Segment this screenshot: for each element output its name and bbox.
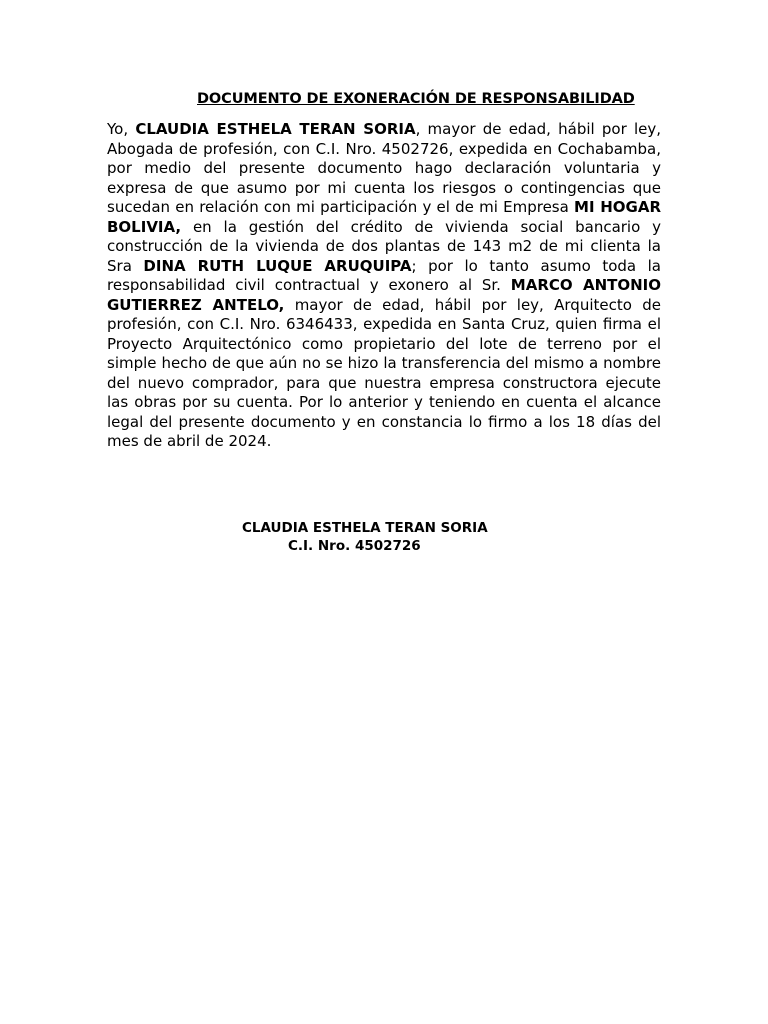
architect-name: MARCO ANTONIO GUTIERREZ ANTELO, <box>107 276 661 314</box>
document-title: DOCUMENTO DE EXONERACIÓN DE RESPONSABILIDAD <box>197 91 635 107</box>
body-text-segment: , mayor de edad, hábil por ley, Abogada de profesión, con C.I. Nro. 4502726, expedida en Cochabamba, por medio del presente documento hago declaración voluntaria y expresa de que asumo por mi cuenta los riesgos o contingencias que sucedan en relación con mi participación y el de mi Empresa <box>107 120 661 216</box>
body-text-segment: mayor de edad, hábil por ley, Arquitecto de profesión, con C.I. Nro. 6346433, expedida en Santa Cruz, quien firma el Proyecto Arquitectónico como propietario del lote de terreno por el simple hecho de que aún no se hizo la transferencia del mismo a nombre del nuevo comprador, para que nuestra empresa constructora ejecute las obras por su cuenta. Por lo anterior y teniendo en cuenta el alcance legal del presente documento y en constancia lo firmo a los 18 días del mes de abril de 2024. <box>107 295 661 450</box>
signature-name: CLAUDIA ESTHELA TERAN SORIA <box>242 520 488 536</box>
signature-ci: C.I. Nro. 4502726 <box>288 538 421 554</box>
company-name: MI HOGAR BOLIVIA, <box>107 198 662 236</box>
body-text-segment: en la gestión del crédito de vivienda social bancario y construcción de la vivienda de dos plantas de 143 m2 de mi clienta la Sra <box>107 217 661 275</box>
body-text-segment: Yo, <box>107 120 136 138</box>
declarant-name: CLAUDIA ESTHELA TERAN SORIA <box>135 120 416 138</box>
client-name: DINA RUTH LUQUE ARUQUIPA <box>143 256 412 275</box>
body-text-segment: ; por lo tanto asumo toda la responsabilidad civil contractual y exonero al Sr. <box>107 256 661 294</box>
signature-block <box>242 519 488 555</box>
document-body <box>107 120 661 452</box>
